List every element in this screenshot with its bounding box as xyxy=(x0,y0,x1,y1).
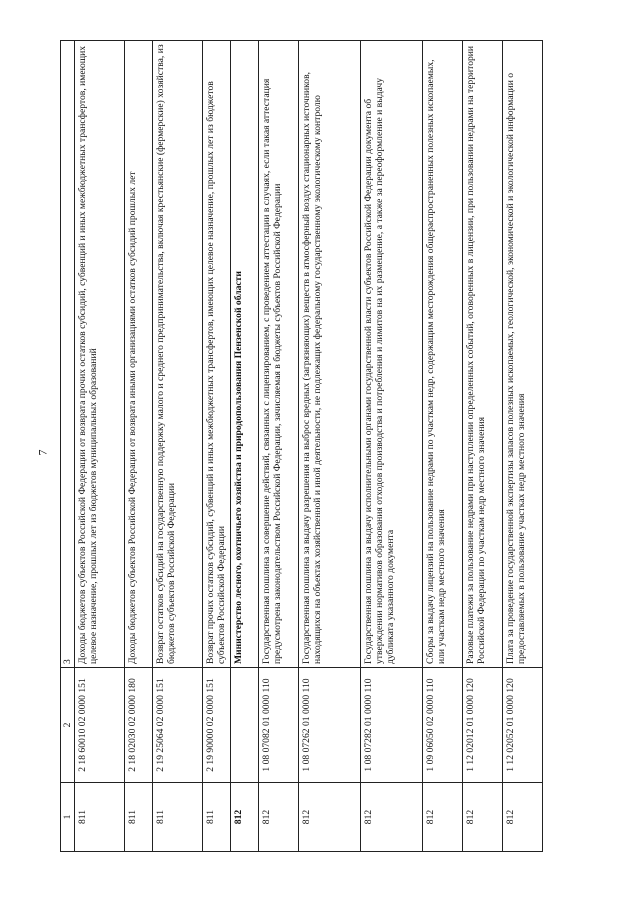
budget-code-cell: 1 08 07082 01 0000 110 xyxy=(259,668,299,783)
budget-code-cell: 1 12 02052 01 0000 120 xyxy=(503,668,543,783)
description-cell: Государственная пошлина за выдачу исполнительными органами государственной власти субъектов Российской Федерации документа об утверждении нормативов образования отходов производства и потребления и лимитов на их размещение, а также за переоформление и выдачу дубликата указанного документа xyxy=(361,41,423,668)
table-row xyxy=(259,41,299,852)
table-row xyxy=(423,41,463,852)
column-number-row xyxy=(61,41,75,852)
table-row xyxy=(231,41,259,852)
budget-code-cell: 2 18 02030 02 0000 180 xyxy=(125,668,153,783)
page-number: 7 xyxy=(35,449,50,456)
table-row xyxy=(153,41,203,852)
description-cell: Государственная пошлина за совершение действий, связанных с лицензированием, с проведением аттестации в случаях, если такая аттестация предусмотрена законодательством Российской Федерации, зачисляемая в бюджеты субъектов Российской Федерации xyxy=(259,41,299,668)
budget-code-cell: 1 08 07262 01 0000 110 xyxy=(299,668,361,783)
table-row xyxy=(125,41,153,852)
budget-code-cell: 1 09 06050 02 0000 110 xyxy=(423,668,463,783)
admin-code-cell: 812 xyxy=(299,783,361,852)
description-cell: Сборы за выдачу лицензий на пользование недрами по участкам недр, содержащим месторождения общераспространенных полезных ископаемых, или участкам недр местного значения xyxy=(423,41,463,668)
revenue-codes-table xyxy=(60,40,543,852)
table-row xyxy=(463,41,503,852)
column-header-2: 2 xyxy=(61,668,75,783)
table-row xyxy=(299,41,361,852)
table-row xyxy=(203,41,231,852)
rotated-table-container xyxy=(60,44,620,852)
admin-code-cell: 812 xyxy=(423,783,463,852)
admin-code-cell: 811 xyxy=(125,783,153,852)
admin-code-cell: 811 xyxy=(75,783,125,852)
budget-code-cell: 2 18 60010 02 0000 151 xyxy=(75,668,125,783)
admin-code-cell: 812 xyxy=(361,783,423,852)
column-header-1: 1 xyxy=(61,783,75,852)
column-header-3: 3 xyxy=(61,41,75,668)
table-row xyxy=(503,41,543,852)
description-cell: Министерство лесного, охотничьего хозяйства и природопользования Пензенской области xyxy=(231,41,259,668)
budget-code-cell: 1 08 07282 01 0000 110 xyxy=(361,668,423,783)
admin-code-cell: 812 xyxy=(503,783,543,852)
admin-code-cell: 812 xyxy=(463,783,503,852)
budget-code-cell: 2 19 25064 02 0000 151 xyxy=(153,668,203,783)
description-cell: Доходы бюджетов субъектов Российской Федерации от возврата прочих остатков субсидий, субвенций и иных межбюджетных трансфертов, имеющих целевое назначение, прошлых лет из бюджетов муниципальных образований xyxy=(75,41,125,668)
table-body xyxy=(75,41,543,852)
table-row xyxy=(75,41,125,852)
budget-code-cell: 1 12 02012 01 0000 120 xyxy=(463,668,503,783)
description-cell: Возврат прочих остатков субсидий, субвенций и иных межбюджетных трансфертов, имеющих целевое назначение, прошлых лет из бюджетов субъектов Российской Федерации xyxy=(203,41,231,668)
budget-code-cell: 2 19 90000 02 0000 151 xyxy=(203,668,231,783)
description-cell: Плата за проведение государственной экспертизы запасов полезных ископаемых, геологической, экономической и экологической информации о предоставляемых в пользование участках недр местного значения xyxy=(503,41,543,668)
admin-code-cell: 812 xyxy=(259,783,299,852)
description-cell: Разовые платежи за пользование недрами при наступлении определенных событий, оговоренных в лицензии, при пользовании недрами на территории Российской Федерации по участкам недр местного значения xyxy=(463,41,503,668)
admin-code-cell: 812 xyxy=(231,783,259,852)
budget-code-cell xyxy=(231,668,259,783)
description-cell: Доходы бюджетов субъектов Российской Федерации от возврата иными организациями остатков субсидий прошлых лет xyxy=(125,41,153,668)
description-cell: Государственная пошлина за выдачу разрешения на выброс вредных (загрязняющих) веществ в атмосферный воздух стационарных источников, находящихся на объектах хозяйственной и иной деятельности, не подлежащих федеральному государственному экологическому контролю xyxy=(299,41,361,668)
description-cell: Возврат остатков субсидий на государственную поддержку малого и среднего предпринимательства, включая крестьянские (фермерские) хозяйства, из бюджетов субъектов Российской Федерации xyxy=(153,41,203,668)
admin-code-cell: 811 xyxy=(153,783,203,852)
admin-code-cell: 811 xyxy=(203,783,231,852)
table-row xyxy=(361,41,423,852)
